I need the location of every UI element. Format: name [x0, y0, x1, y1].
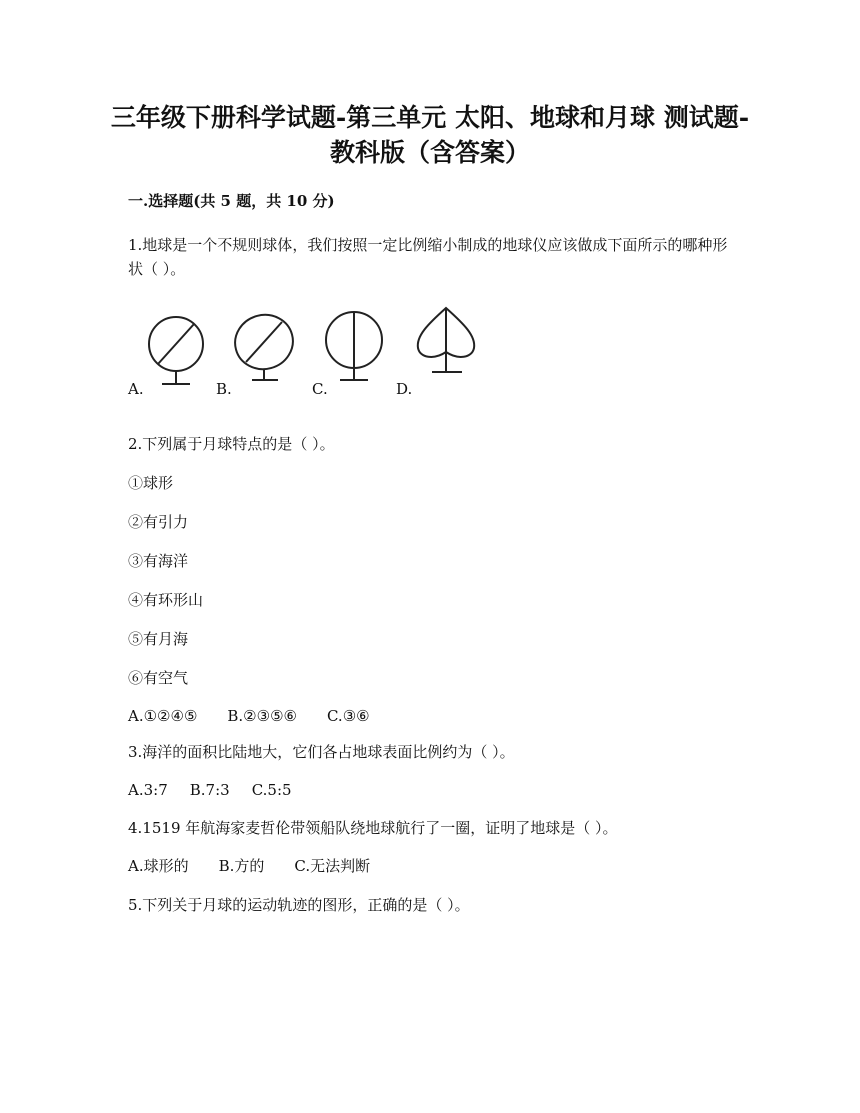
question-3-text: 3.海洋的面积比陆地大，它们各占地球表面比例约为（ ）。 [128, 743, 515, 761]
option-a: A.①②④⑤ [128, 707, 198, 725]
question-2-options [128, 705, 370, 727]
option-c: C.③⑥ [326, 707, 370, 725]
question-2-item: ⑥有空气 [128, 669, 189, 687]
globe-shape-b-icon [229, 308, 299, 380]
question-3-options [128, 779, 292, 801]
question-2-item: ⑤有月海 [128, 630, 189, 648]
question-2-text: 2.下列属于月球特点的是（ ）。 [128, 435, 335, 453]
question-2-item: ③有海洋 [128, 552, 189, 570]
option-c: C.5:5 [251, 781, 292, 799]
option-b: B.方的 [218, 857, 265, 875]
figure-label-a: A. [128, 380, 144, 398]
section-heading: 一.选择题(共 5 题，共 10 分) [128, 192, 335, 210]
option-b: B.②③⑤⑥ [227, 707, 297, 725]
question-2-item: ④有环形山 [128, 591, 204, 609]
question-4-text: 4.1519 年航海家麦哲伦带领船队绕地球航行了一圈，证明了地球是（ ）。 [128, 819, 618, 837]
question-1-text: 1.地球是一个不规则球体，我们按照一定比例缩小制成的地球仪应该做成下面所示的哪种形状（ ）。 [128, 236, 728, 278]
figure-label-c: C. [312, 380, 328, 398]
globe-shape-a-icon [149, 317, 203, 384]
globe-shape-c-icon [326, 312, 382, 380]
figure-label-d: D. [396, 380, 413, 398]
option-c: C.无法判断 [294, 857, 371, 875]
figure-label-b: B. [216, 380, 232, 398]
question-5-text: 5.下列关于月球的运动轨迹的图形，正确的是（ ）。 [128, 896, 470, 914]
question-2-item: ②有引力 [128, 513, 189, 531]
page-title: 三年级下册科学试题-第三单元 太阳、地球和月球 测试题-教科版（含答案） [110, 103, 750, 167]
option-a: A.3:7 [128, 781, 168, 799]
question-4-options [128, 855, 370, 877]
option-b: B.7:3 [189, 781, 230, 799]
globe-shape-d-icon [418, 308, 474, 372]
question-2-item: ①球形 [128, 474, 174, 492]
option-a: A.球形的 [128, 857, 189, 875]
